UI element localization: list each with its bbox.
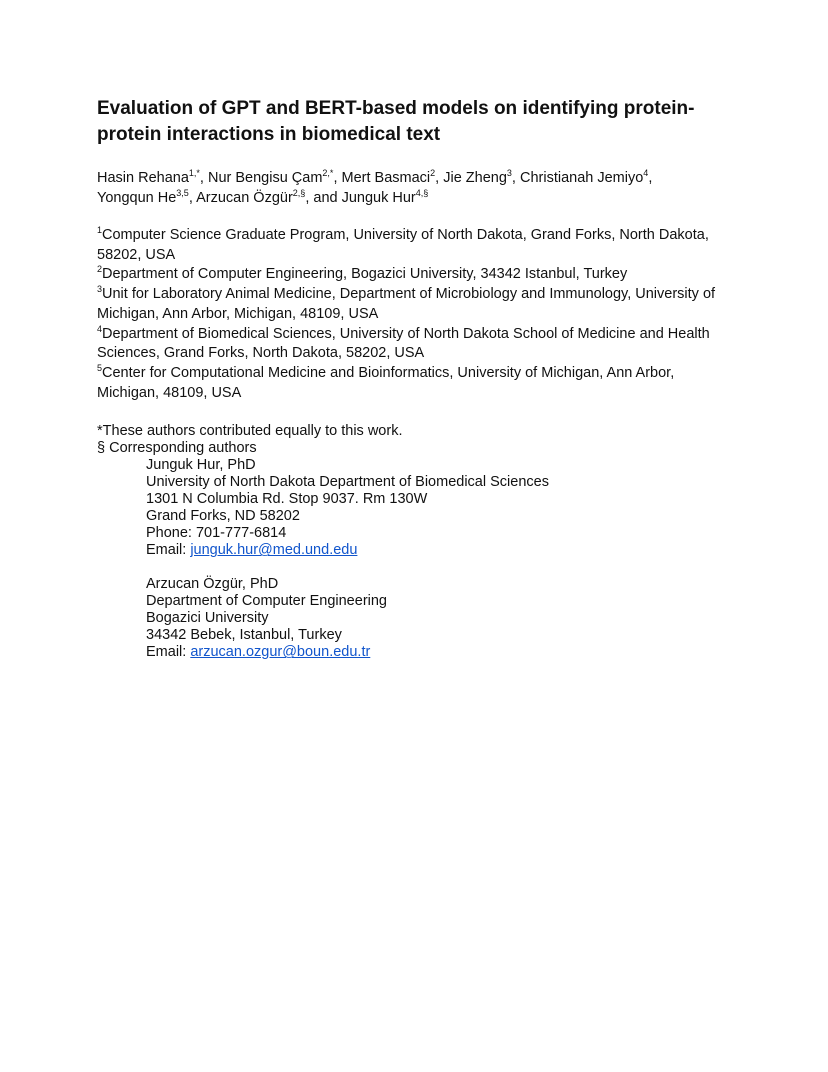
contact-block [146, 576, 737, 661]
author-separator: , [305, 190, 314, 206]
author-separator: , [333, 170, 342, 186]
contact-block [146, 457, 737, 559]
affiliation-number: 5 [97, 363, 103, 374]
contact-phone: Phone: 701-777-6814 [146, 525, 287, 542]
author-affiliation-marker: 2,* [322, 168, 334, 179]
contact-line: Bogazici University [146, 610, 269, 627]
affiliation-text: Center for Computational Medicine and Bioinformatics, University of Michigan, Ann Arbor, Michigan, 48109, USA [97, 364, 675, 401]
author [208, 170, 342, 186]
affiliation [97, 325, 737, 364]
title-page [97, 96, 737, 661]
author [520, 170, 652, 186]
equal-contribution-note: *These authors contributed equally to this work. [97, 423, 403, 440]
author-separator: , [648, 170, 653, 186]
affiliation [97, 364, 737, 403]
author-affiliation-marker: 2,§ [292, 188, 306, 199]
contact-line: 34342 Bebek, Istanbul, Turkey [146, 627, 342, 644]
author-separator: , [199, 170, 208, 186]
contact-line: 1301 N Columbia Rd. Stop 9037. Rm 130W [146, 491, 428, 508]
author [196, 190, 313, 206]
author-name: Yongqun He [97, 190, 177, 206]
author [97, 190, 196, 206]
affiliation [97, 265, 737, 285]
author-affiliation-marker: 4,§ [415, 188, 429, 199]
contact-line: Grand Forks, ND 58202 [146, 508, 300, 525]
author-name: Hasin Rehana [97, 170, 189, 186]
author-affiliation-marker: 3 [506, 168, 512, 179]
author-name: Jie Zheng [443, 170, 507, 186]
contact-name: Arzucan Özgür, PhD [146, 576, 279, 593]
paper-title: Evaluation of GPT and BERT-based models on identifying protein-protein interactions in biomedical text [97, 98, 695, 145]
author [443, 170, 520, 186]
email-link[interactable]: junguk.hur@med.und.edu [190, 542, 358, 559]
affiliation-list [97, 226, 737, 403]
affiliation-number: 2 [97, 264, 103, 275]
affiliation-number: 4 [97, 323, 103, 334]
contact-line: University of North Dakota Department of Biomedical Sciences [146, 474, 549, 491]
author-name: Arzucan Özgür [196, 190, 293, 206]
author-affiliation-marker: 3,5 [176, 188, 189, 199]
corresponding-authors-heading: § Corresponding authors [97, 440, 257, 457]
contact-email-line [146, 644, 737, 661]
email-label: Email: [146, 542, 191, 559]
author-name: and Junguk Hur [313, 190, 416, 206]
author-name: Mert Basmaci [341, 170, 431, 186]
contact-email-line [146, 542, 737, 559]
affiliation-text: Department of Computer Engineering, Bogazici University, 34342 Istanbul, Turkey [102, 266, 628, 283]
author [342, 170, 444, 186]
author-name: Nur Bengisu Çam [207, 170, 323, 186]
author-affiliation-marker: 2 [430, 168, 436, 179]
author [97, 170, 208, 186]
affiliation [97, 285, 737, 324]
author-separator: , [435, 170, 444, 186]
author [313, 190, 428, 206]
author-separator: , [188, 190, 197, 206]
author-affiliation-marker: 1,* [188, 168, 200, 179]
affiliation-number: 3 [97, 284, 103, 295]
affiliation-text: Computer Science Graduate Program, University of North Dakota, Grand Forks, North Dakota, 58202, USA [97, 227, 709, 263]
affiliation [97, 226, 737, 265]
author-notes [97, 423, 737, 661]
affiliation-text: Department of Biomedical Sciences, University of North Dakota School of Medicine and Health Sciences, Grand Forks, North Dakota, 58202, USA [97, 325, 710, 362]
affiliation-text: Unit for Laboratory Animal Medicine, Department of Microbiology and Immunology, University of Michigan, Ann Arbor, Michigan, 48109, USA [97, 286, 716, 322]
author-affiliation-marker: 4 [643, 168, 649, 179]
affiliation-number: 1 [97, 225, 103, 236]
contact-name: Junguk Hur, PhD [146, 457, 256, 474]
email-label: Email: [146, 644, 191, 661]
author-name: Christianah Jemiyo [519, 170, 644, 186]
contact-line: Department of Computer Engineering [146, 593, 387, 610]
email-link[interactable]: arzucan.ozgur@boun.edu.tr [190, 644, 371, 661]
author-list [97, 168, 737, 208]
author-separator: , [511, 170, 520, 186]
